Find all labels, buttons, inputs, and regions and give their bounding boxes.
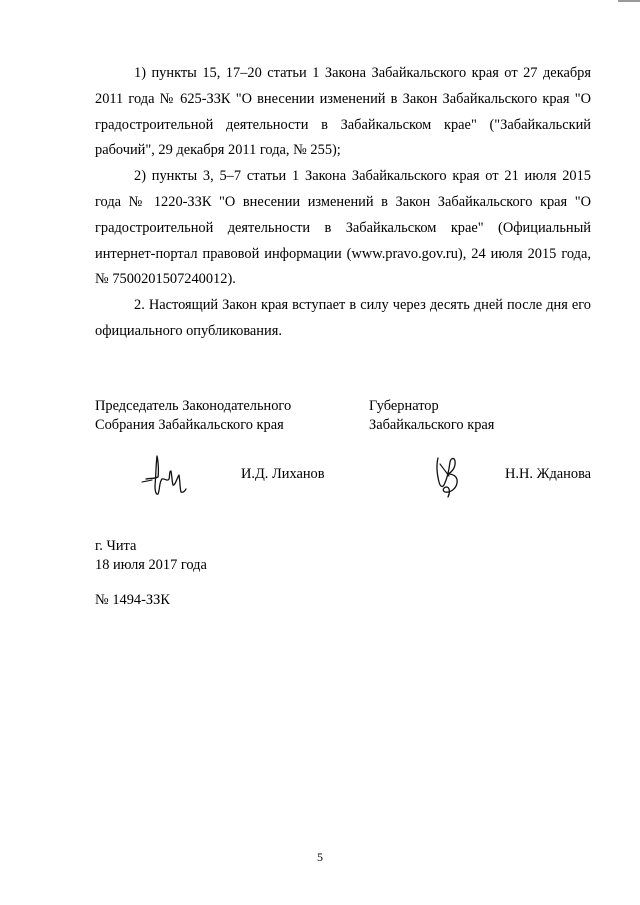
date: 18 июля 2017 года [95, 557, 207, 573]
signatory-right-title-line2: Забайкальского края [369, 417, 495, 433]
signatory-right-name: Н.Н. Жданова [505, 466, 592, 482]
signatory-right-title [369, 397, 494, 435]
scan-corner-mark [618, 0, 640, 2]
page-number: 5 [317, 850, 323, 864]
document-body [95, 61, 591, 345]
place-and-date [95, 537, 207, 575]
signatory-left-title-line1: Председатель Законодательного [95, 398, 292, 414]
paragraph-item-2: 2) пункты 3, 5–7 статьи 1 Закона Забайкальского края от 21 июля 2015 года № 1220-ЗЗК "О внесении изменений в Закон Забайкальского края "О градостроительной деятельности в Забайкальском крае" (Официальный интернет-портал правовой информации (www.pravo.gov.ru), 24 июля 2015 года, № 7500201507240012). [95, 168, 591, 288]
signatory-left-name: И.Д. Лиханов [241, 466, 325, 482]
place: г. Чита [95, 538, 137, 554]
law-number: № 1494-ЗЗК [95, 592, 170, 608]
signatory-left-title [95, 397, 291, 435]
paragraph-item-1: 1) пункты 15, 17–20 статьи 1 Закона Забайкальского края от 27 декабря 2011 года № 625-ЗЗК "О внесении изменений в Закон Забайкальского края "О градостроительной деятельности в Забайкальском крае" ("Забайкальский рабочий", 29 декабря 2011 года, № 255); [95, 65, 591, 159]
handwritten-signature-right [430, 452, 464, 502]
signatory-right-title-line1: Губернатор [369, 398, 439, 414]
paragraph-effective-date: 2. Настоящий Закон края вступает в силу через десять дней после дня его официального опубликования. [95, 297, 591, 339]
handwritten-signature-left [140, 452, 188, 498]
signatory-left-title-line2: Собрания Забайкальского края [95, 417, 284, 433]
